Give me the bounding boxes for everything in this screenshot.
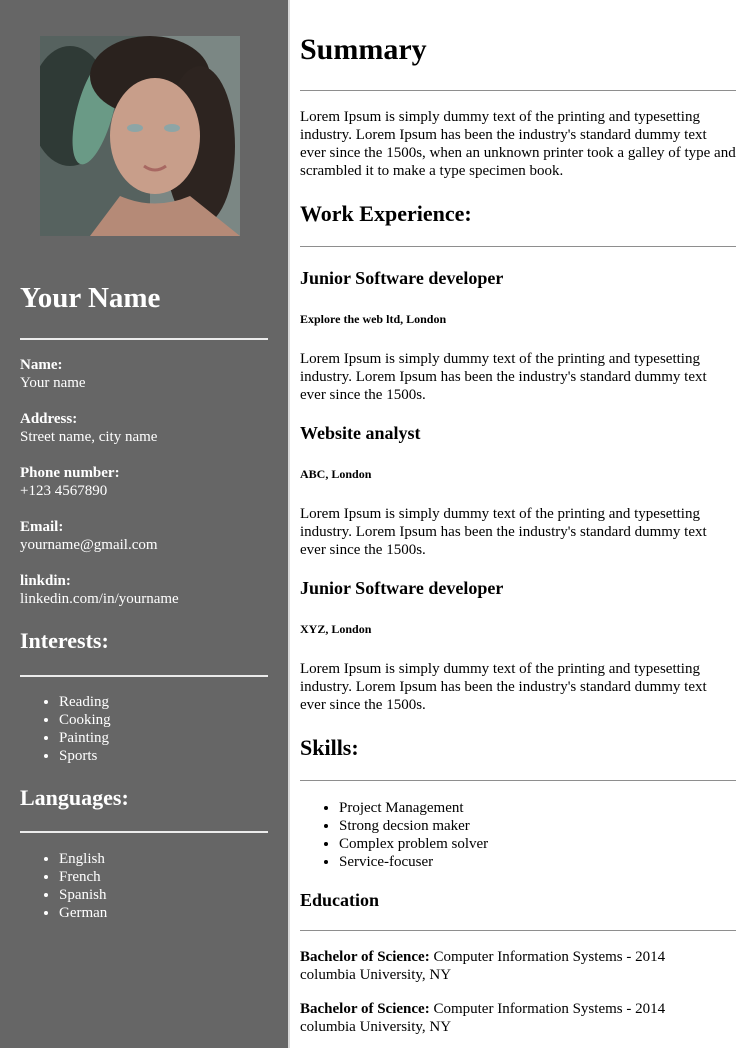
skills-divider: [300, 780, 736, 781]
job-description: Lorem Ipsum is simply dummy text of the printing and typesetting industry. Lorem Ipsum has been the industry's standard dummy text ever since the 1500s.: [300, 661, 707, 713]
job-description: Lorem Ipsum is simply dummy text of the printing and typesetting industry. Lorem Ipsum has been the industry's standard dummy text ever since the 1500s.: [300, 351, 707, 403]
degree-detail: Computer Information Systems - 2014: [429, 1001, 666, 1017]
portrait-photo: [40, 36, 240, 236]
full-name: Your Name: [20, 282, 161, 314]
education-divider: [300, 930, 736, 931]
skills-heading: Skills:: [300, 735, 359, 760]
linkedin-value: linkedin.com/in/yourname: [20, 591, 179, 607]
education-entry: [300, 1000, 736, 1036]
phone-label: Phone number:: [20, 465, 120, 481]
summary-text: Lorem Ipsum is simply dummy text of the printing and typesetting industry. Lorem Ipsum has been the industry's standard dummy text ever since the 1500s, when an unknown printer took a galley of type and scrambled it to make a type specimen book.: [300, 109, 736, 179]
job-description: Lorem Ipsum is simply dummy text of the printing and typesetting industry. Lorem Ipsum has been the industry's standard dummy text ever since the 1500s.: [300, 506, 707, 558]
skill-item: • Strong decsion maker: [339, 817, 488, 835]
job-title: Junior Software developer: [300, 268, 504, 288]
address-value: Street name, city name: [20, 429, 158, 445]
skills-list: [320, 799, 488, 871]
language-item: • Spanish: [59, 886, 107, 904]
interest-item: • Sports: [59, 747, 111, 765]
summary-divider: [300, 90, 736, 91]
work-heading: Work Experience:: [300, 201, 472, 226]
language-item: • French: [59, 868, 107, 886]
phone-value: +123 4567890: [20, 483, 108, 499]
languages-list: [40, 850, 107, 922]
address-label: Address:: [20, 411, 78, 427]
job-title: Junior Software developer: [300, 578, 504, 598]
job-title: Website analyst: [300, 423, 421, 443]
email-label: Email:: [20, 519, 64, 535]
work-divider: [300, 246, 736, 247]
degree-detail: Computer Information Systems - 2014: [429, 949, 666, 965]
interest-item: • Reading: [59, 693, 111, 711]
interest-item: • Painting: [59, 729, 111, 747]
job-company: ABC, London: [300, 467, 372, 481]
languages-divider: [20, 831, 268, 833]
skill-item: • Project Management: [339, 799, 488, 817]
education-entry: [300, 948, 736, 984]
degree-label: Bachelor of Science:: [300, 1001, 430, 1017]
skill-item: • Complex problem solver: [339, 835, 488, 853]
email-value: yourname@gmail.com: [20, 537, 158, 553]
interests-heading: Interests:: [20, 628, 109, 653]
sidebar: [0, 0, 288, 1048]
school-name: columbia University, NY: [300, 967, 452, 983]
interests-list: [40, 693, 111, 765]
languages-heading: Languages:: [20, 785, 129, 810]
name-value: Your name: [20, 375, 86, 391]
education-heading: Education: [300, 890, 380, 910]
sidebar-border: [288, 0, 290, 1048]
degree-label: Bachelor of Science:: [300, 949, 430, 965]
school-name: columbia University, NY: [300, 1019, 452, 1035]
linkedin-label: linkdin:: [20, 573, 71, 589]
language-item: • English: [59, 850, 107, 868]
name-label: Name:: [20, 357, 63, 373]
job-company: XYZ, London: [300, 622, 372, 636]
job-company: Explore the web ltd, London: [300, 312, 447, 326]
summary-heading: Summary: [300, 33, 427, 66]
interest-item: • Cooking: [59, 711, 111, 729]
language-item: • German: [59, 904, 107, 922]
skill-item: • Service-focuser: [339, 853, 488, 871]
name-divider: [20, 338, 268, 340]
interests-divider: [20, 675, 268, 677]
